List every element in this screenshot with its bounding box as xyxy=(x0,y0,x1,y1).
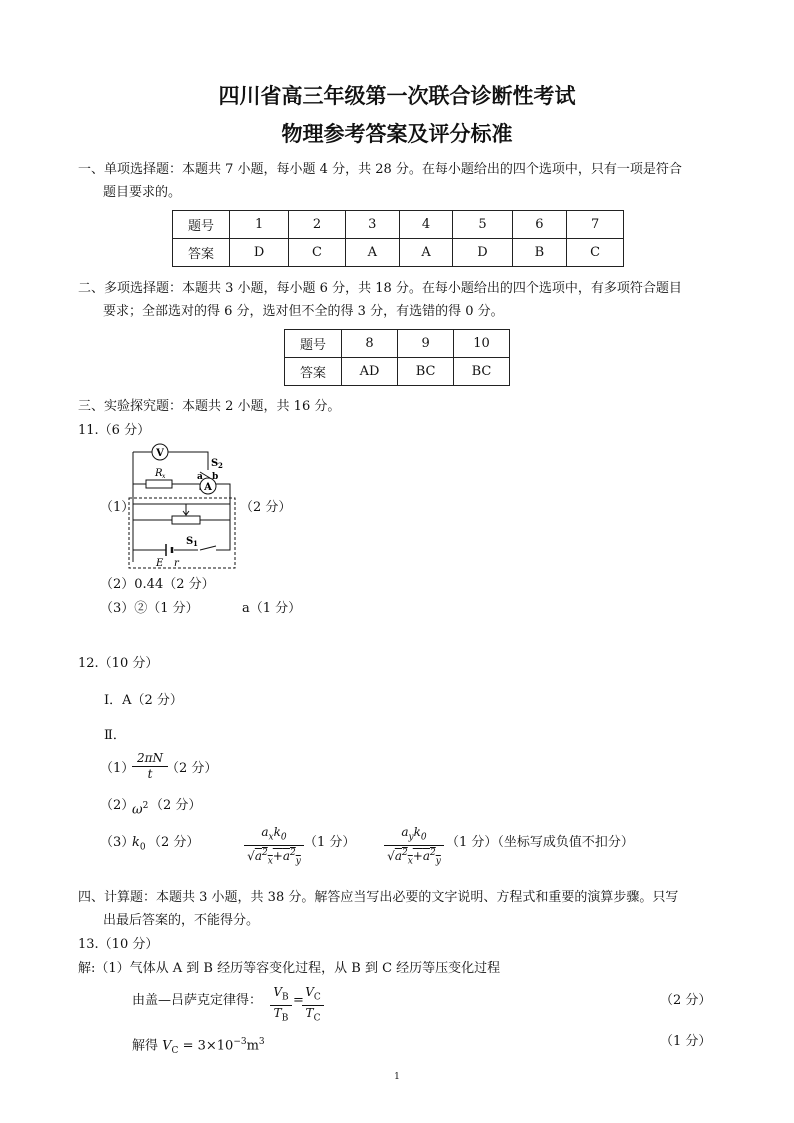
section2-heading: 二、多项选择题：本题共 3 小题，每小题 6 分，共 18 分。在每小题给出的四个选项中，有多项符合题目 xyxy=(78,281,682,296)
table-cell: D xyxy=(453,239,512,267)
table-cell: 9 xyxy=(398,330,454,358)
q13-law-score: （2 分） xyxy=(660,993,712,1008)
table-cell: 4 xyxy=(399,211,453,239)
q11-part1-score: （2 分） xyxy=(240,500,292,515)
internal-resistance-label: r xyxy=(174,558,179,569)
q13-fraction-C: $\frac{V_C}{T_C}$ xyxy=(302,985,324,1027)
fraction-denominator: $√a^2_x+a^2_y$ xyxy=(247,848,301,867)
q12-p2-score: （2 分） xyxy=(150,798,202,813)
fraction-numerator: 2πN xyxy=(132,751,168,767)
single-choice-answer-table xyxy=(172,210,624,267)
q12-p3-fx-score: （1 分） xyxy=(304,835,356,850)
switch2-subscript: 2 xyxy=(218,461,223,470)
q12-p1-fraction xyxy=(132,751,168,782)
q12-p1-score: （2 分） xyxy=(166,761,218,776)
table-row xyxy=(285,330,510,358)
section4-heading-cont: 出最后答案的，不能得分。 xyxy=(103,913,260,928)
section1-heading: 一、单项选择题：本题共 7 小题，每小题 4 分，共 28 分。在每小题给出的四个选项中，只有一项是符合 xyxy=(78,162,682,177)
q12-p2-expr xyxy=(132,796,148,820)
fraction-numerator: $a_yk_0$ xyxy=(384,825,444,846)
table-cell: 10 xyxy=(454,330,510,358)
node-a-label: a xyxy=(197,472,203,482)
table-cell: 2 xyxy=(289,211,346,239)
fraction-denominator: t xyxy=(147,767,153,781)
switch1-subscript: 1 xyxy=(193,539,198,548)
switch1-label: S xyxy=(186,536,194,547)
q13-fraction-B: $\frac{V_B}{T_B}$ xyxy=(270,985,292,1027)
q13-line1: 解:（1）气体从 A 到 B 经历等容变化过程，从 B 到 C 经历等压变化过程 xyxy=(78,961,501,976)
q12-p3-k: $k_0$ xyxy=(132,835,146,853)
switch2-label: S xyxy=(211,458,219,469)
q12-part-II: Ⅱ． xyxy=(104,728,126,743)
q12-p2-label: （2） xyxy=(100,798,135,813)
q12-p3-fy-score: （1 分）（坐标写成负值不扣分） xyxy=(446,835,634,850)
multi-choice-answer-table xyxy=(284,329,510,386)
table-cell: 1 xyxy=(230,211,289,239)
table-cell: C xyxy=(289,239,346,267)
q12-p3-fraction-y xyxy=(384,825,444,870)
q13-law-text: 由盖—吕萨克定律得： xyxy=(132,993,263,1008)
q13-result: 解得 $V_C = 3\times 10^{-3}m^3$ xyxy=(132,1037,265,1056)
table-row xyxy=(173,211,624,239)
table-header-cell: 答案 xyxy=(285,358,342,386)
ammeter-label: A xyxy=(204,482,212,493)
q12-p3-fraction-x xyxy=(244,825,304,870)
q12-part-I: Ⅰ．A（2 分） xyxy=(104,693,183,708)
q13-result-score: （1 分） xyxy=(660,1034,712,1049)
q11-part2: （2）0.44（2 分） xyxy=(100,577,215,592)
table-cell: B xyxy=(512,239,567,267)
q12-p1-label: （1） xyxy=(100,761,135,776)
table-cell: 6 xyxy=(512,211,567,239)
page-title: 四川省高三年级第一次联合诊断性考试 xyxy=(218,84,576,108)
node-b-label: b xyxy=(212,472,219,482)
table-cell: C xyxy=(567,239,624,267)
q11-heading: 11.（6 分） xyxy=(78,423,151,438)
resistor-label: R xyxy=(155,468,163,479)
table-header-cell: 答案 xyxy=(173,239,230,267)
table-cell: A xyxy=(399,239,453,267)
omega-exponent: 2 xyxy=(142,801,149,811)
table-row xyxy=(173,239,624,267)
table-cell: 7 xyxy=(567,211,624,239)
page-subtitle: 物理参考答案及评分标准 xyxy=(281,122,513,146)
page-number: 1 xyxy=(394,1072,400,1082)
voltmeter-label: V xyxy=(156,448,164,459)
q12-p3-k-score: （2 分） xyxy=(148,835,200,850)
table-cell: AD xyxy=(342,358,398,386)
section1-heading-cont: 题目要求的。 xyxy=(103,185,182,200)
section2-heading-cont: 要求；全部选对的得 6 分，选对但不全的得 3 分，有选错的得 0 分。 xyxy=(103,304,504,319)
q11-part1-label: （1） xyxy=(100,500,135,515)
table-cell: A xyxy=(345,239,399,267)
q12-p3-label: （3） xyxy=(100,835,135,850)
table-cell: BC xyxy=(398,358,454,386)
circuit-diagram xyxy=(128,440,240,570)
section3-heading: 三、实验探究题：本题共 2 小题，共 16 分。 xyxy=(78,399,341,414)
q11-part3b: a（1 分） xyxy=(242,601,302,616)
resistor-subscript: x xyxy=(162,473,166,480)
table-cell: D xyxy=(230,239,289,267)
table-cell: 8 xyxy=(342,330,398,358)
q13-heading: 13.（10 分） xyxy=(78,937,159,952)
section4-heading: 四、计算题：本题共 3 小题，共 38 分。解答应当写出必要的文字说明、方程式和重要的演算步骤。只写 xyxy=(78,890,679,905)
omega-symbol: ω xyxy=(132,802,143,818)
table-cell: 3 xyxy=(345,211,399,239)
table-row xyxy=(285,358,510,386)
table-cell: 5 xyxy=(453,211,512,239)
q13-equals: = xyxy=(293,993,304,1008)
fraction-numerator: $a_xk_0$ xyxy=(244,825,304,846)
emf-label: E xyxy=(156,558,164,569)
q11-part3a: （3）②（1 分） xyxy=(100,601,199,616)
table-cell: BC xyxy=(454,358,510,386)
q12-heading: 12.（10 分） xyxy=(78,656,159,671)
fraction-denominator: $√a^2_x+a^2_y$ xyxy=(387,848,441,867)
table-header-cell: 题号 xyxy=(285,330,342,358)
table-header-cell: 题号 xyxy=(173,211,230,239)
